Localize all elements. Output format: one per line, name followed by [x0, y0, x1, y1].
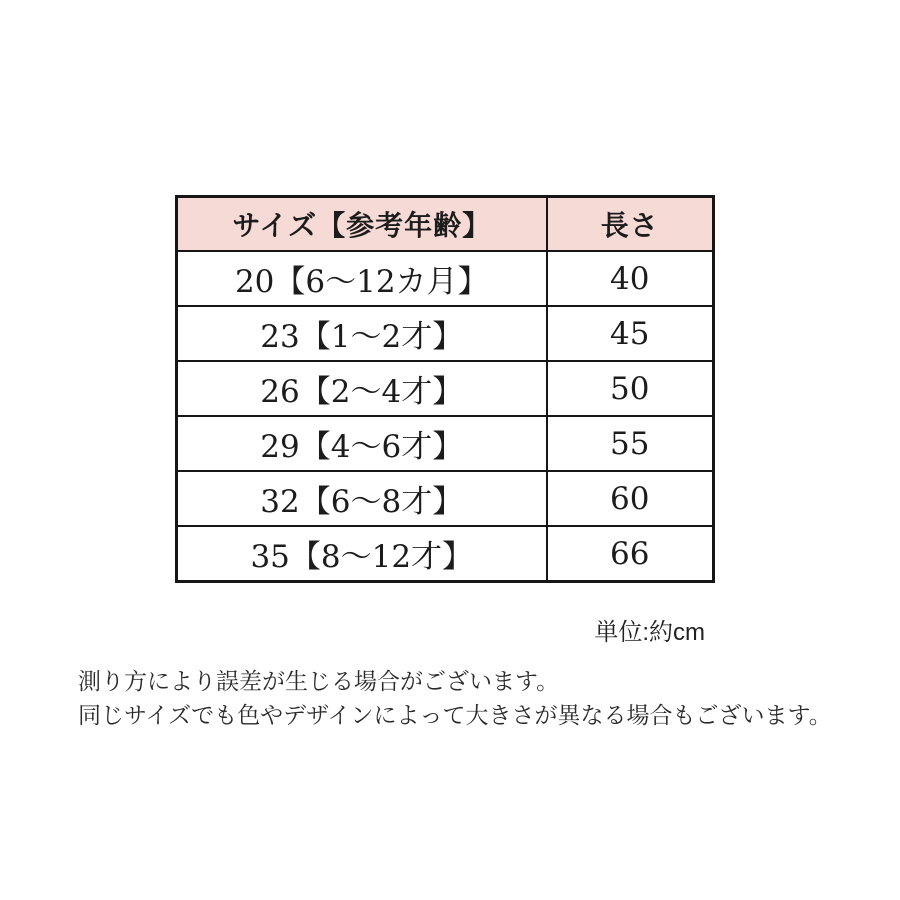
table-header-row — [177, 197, 714, 252]
header-length: 長さ — [547, 197, 714, 252]
table-row — [177, 416, 714, 471]
table-row — [177, 526, 714, 582]
unit-label: 単位:約cm — [594, 619, 705, 646]
length-cell: 50 — [547, 361, 714, 416]
size-cell: 35【8〜12才】 — [177, 526, 547, 582]
table-row — [177, 306, 714, 361]
table-row — [177, 251, 714, 306]
length-cell: 40 — [547, 251, 714, 306]
table-row — [177, 361, 714, 416]
size-cell: 32【6〜8才】 — [177, 471, 547, 526]
table-row — [177, 471, 714, 526]
length-cell: 45 — [547, 306, 714, 361]
size-cell: 29【4〜6才】 — [177, 416, 547, 471]
size-cell: 20【6〜12カ月】 — [177, 251, 547, 306]
note-line-1: 測り方により誤差が生じる場合がございます。 — [78, 668, 560, 694]
size-table — [175, 195, 715, 583]
length-cell: 55 — [547, 416, 714, 471]
length-cell: 60 — [547, 471, 714, 526]
header-size-age: サイズ【参考年齢】 — [177, 197, 547, 252]
size-cell: 23【1〜2才】 — [177, 306, 547, 361]
note-line-2: 同じサイズでも色やデザインによって大きさが異なる場合もございます。 — [78, 702, 832, 728]
size-cell: 26【2〜4才】 — [177, 361, 547, 416]
length-cell: 66 — [547, 526, 714, 582]
disclaimer-notes — [78, 664, 832, 732]
